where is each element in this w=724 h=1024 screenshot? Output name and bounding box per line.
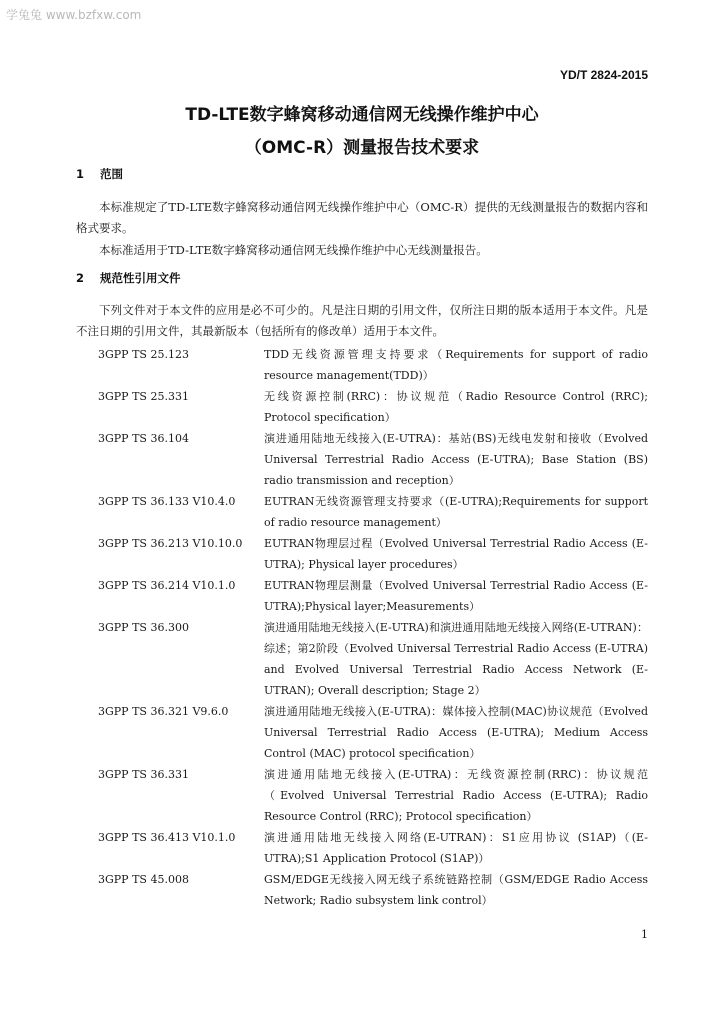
reference-code: 3GPP TS 36.104 xyxy=(98,432,189,445)
section-title: 范围 xyxy=(100,167,124,181)
reference-item xyxy=(98,344,648,386)
reference-item xyxy=(98,491,648,533)
reference-code: 3GPP TS 36.214 V10.1.0 xyxy=(98,579,236,592)
page-number: 1 xyxy=(641,928,648,941)
reference-description: 演进通用陆地无线接入(E-UTRA)：无线资源控制(RRC)：协议规范（Evolved Universal Terrestrial Radio Access (E-UTRA); Radio Resource Control (RRC); Protocol specification） xyxy=(264,768,648,823)
reference-description: EUTRAN物理层过程（Evolved Universal Terrestrial Radio Access (E-UTRA); Physical layer procedures） xyxy=(264,537,648,571)
document-title-line-2: （OMC-R）测量报告技术要求 xyxy=(244,138,480,158)
reference-list xyxy=(98,344,648,911)
document-title-line-1: TD-LTE数字蜂窝移动通信网无线操作维护中心 xyxy=(185,105,539,125)
reference-description: EUTRAN无线资源管理支持要求（(E-UTRA);Requirements for support of radio resource management） xyxy=(264,495,648,529)
reference-item xyxy=(98,869,648,911)
reference-item xyxy=(98,764,648,827)
reference-item xyxy=(98,617,648,701)
reference-description: 演进通用陆地无线接入(E-UTRA)和演进通用陆地无线接入网络(E-UTRAN)：综述；第2阶段（Evolved Universal Terrestrial Radio Access (E-UTRA) and Evolved Universal Terrestrial Radio Access Network (E-UTRAN); Overall description; Stage 2） xyxy=(264,621,648,697)
section-heading-scope xyxy=(76,166,123,182)
watermark: 学兔兔 www.bzfxw.com xyxy=(6,8,142,22)
reference-code: 3GPP TS 36.331 xyxy=(98,768,189,781)
reference-code: 3GPP TS 36.413 V10.1.0 xyxy=(98,831,236,844)
reference-description: 演进通用陆地无线接入网络(E-UTRAN)：S1应用协议 (S1AP)（(E-UTRA);S1 Application Protocol (S1AP)） xyxy=(264,831,648,865)
reference-code: 3GPP TS 25.123 xyxy=(98,348,189,361)
reference-code: 3GPP TS 36.133 V10.4.0 xyxy=(98,495,236,508)
section-heading-normative-references xyxy=(76,270,181,286)
reference-item xyxy=(98,533,648,575)
reference-description: 演进通用陆地无线接入(E-UTRA)：基站(BS)无线电发射和接收（Evolved Universal Terrestrial Radio Access (E-UTRA); Base Station (BS) radio transmission and reception） xyxy=(264,432,648,487)
document-code: YD/T 2824-2015 xyxy=(559,68,648,82)
reference-description: 无线资源控制(RRC)：协议规范（Radio Resource Control (RRC); Protocol specification） xyxy=(264,390,648,424)
reference-item xyxy=(98,386,648,428)
reference-description: TDD无线资源管理支持要求（Requirements for support of radio resource management(TDD)） xyxy=(264,348,648,382)
section-number: 2 xyxy=(76,271,85,285)
section-number: 1 xyxy=(76,167,85,181)
reference-description: GSM/EDGE无线接入网无线子系统链路控制（GSM/EDGE Radio Access Network; Radio subsystem link control） xyxy=(264,873,648,907)
reference-description: 演进通用陆地无线接入(E-UTRA)：媒体接入控制(MAC)协议规范（Evolved Universal Terrestrial Radio Access (E-UTRA); Medium Access Control (MAC) protocol specification） xyxy=(264,705,648,760)
scope-paragraph-2: 本标准适用于TD-LTE数字蜂窝移动通信网无线操作维护中心无线测量报告。 xyxy=(99,243,488,257)
reference-item xyxy=(98,575,648,617)
reference-item xyxy=(98,428,648,491)
references-intro-paragraph: 下列文件对于本文件的应用是必不可少的。凡是注日期的引用文件，仅所注日期的版本适用于本文件。凡是不注日期的引用文件，其最新版本（包括所有的修改单）适用于本文件。 xyxy=(76,303,648,338)
section-title: 规范性引用文件 xyxy=(100,271,181,285)
scope-paragraph-1: 本标准规定了TD-LTE数字蜂窝移动通信网无线操作维护中心（OMC-R）提供的无线测量报告的数据内容和格式要求。 xyxy=(76,200,648,235)
reference-item xyxy=(98,701,648,764)
reference-code: 3GPP TS 36.300 xyxy=(98,621,189,634)
reference-code: 3GPP TS 45.008 xyxy=(98,873,189,886)
reference-code: 3GPP TS 25.331 xyxy=(98,390,189,403)
reference-code: 3GPP TS 36.213 V10.10.0 xyxy=(98,537,243,550)
reference-code: 3GPP TS 36.321 V9.6.0 xyxy=(98,705,229,718)
reference-item xyxy=(98,827,648,869)
reference-description: EUTRAN物理层测量（Evolved Universal Terrestrial Radio Access (E-UTRA);Physical layer;Measurements） xyxy=(264,579,648,613)
